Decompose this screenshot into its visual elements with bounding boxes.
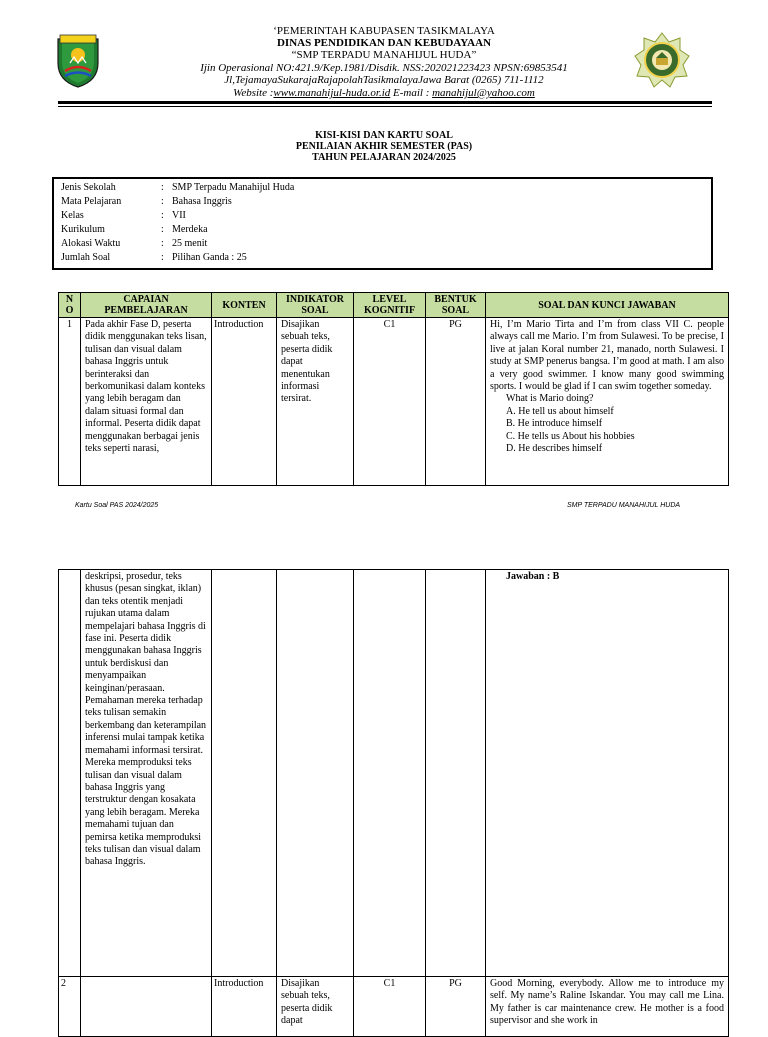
info-colon: : bbox=[161, 182, 164, 193]
col-header-bentuk: BENTUK SOAL bbox=[426, 293, 486, 318]
answer-key: Jawaban : B bbox=[506, 571, 560, 582]
question-table-continued bbox=[58, 569, 729, 1037]
col-header-indikator: INDIKATOR SOAL bbox=[277, 293, 354, 318]
footer-right: SMP TERPADU MANAHIJUL HUDA bbox=[567, 502, 681, 509]
answer-option-d: D. He describes himself bbox=[506, 443, 603, 455]
school-name: “SMP TERPADU MANAHIJUL HUDA” bbox=[291, 49, 477, 61]
website-link[interactable]: www.manahijul-huda.or.id bbox=[273, 87, 391, 99]
info-colon: : bbox=[161, 196, 164, 207]
konten-empty bbox=[212, 570, 277, 977]
info-colon: : bbox=[161, 210, 164, 221]
email-label: E-mail : bbox=[390, 87, 433, 99]
footer-left: Kartu Soal PAS 2024/2025 bbox=[75, 502, 159, 509]
konten-text: Introduction bbox=[212, 977, 277, 1037]
level-text: C1 bbox=[354, 977, 426, 1037]
question-table bbox=[58, 292, 729, 486]
header-rule-thin bbox=[58, 106, 712, 107]
bentuk-text: PG bbox=[426, 318, 486, 486]
school-logo bbox=[634, 32, 690, 88]
info-value: Bahasa Inggris bbox=[172, 196, 232, 207]
info-label: Kelas bbox=[61, 210, 84, 221]
info-row-school-type bbox=[61, 181, 294, 195]
col-header-level: LEVEL KOGNITIF bbox=[354, 293, 426, 318]
table-row bbox=[59, 977, 729, 1037]
level-empty bbox=[354, 570, 426, 977]
info-label: Kurikulum bbox=[61, 224, 105, 235]
school-address: Jl,TejamayaSukarajaRajapolahTasikmalayaJawa Barat (0265) 711-1112 bbox=[224, 74, 544, 86]
government-name: ‘PEMERINTAH KABUPASEN TASIKMALAYA bbox=[273, 25, 495, 37]
capaian-text: Pada akhir Fase D, peserta didik menggunakan teks lisan, tulisan dan visual dalam bahasa Inggris untuk berinteraksi dan berkomunikasi dalam konteks yang lebih beragam dan dalam situasi formal dan informal. Peserta didik dapat menggunakan berbagai jenis teks seperti narasi, bbox=[81, 318, 212, 486]
konten-text: Introduction bbox=[212, 318, 277, 486]
table-header-row bbox=[59, 293, 729, 318]
bentuk-text: PG bbox=[426, 977, 486, 1037]
email-link[interactable]: manahijul@yahoo.com bbox=[432, 87, 535, 99]
contact-line bbox=[150, 88, 618, 100]
row-number: 1 bbox=[59, 318, 81, 486]
info-box bbox=[52, 177, 713, 270]
header-rule-thick bbox=[58, 101, 712, 104]
level-text: C1 bbox=[354, 318, 426, 486]
document-title: KISI-KISI DAN KARTU SOAL bbox=[315, 130, 453, 141]
row-number-value: 2 bbox=[61, 978, 66, 989]
bentuk-empty bbox=[426, 570, 486, 977]
info-label: Alokasi Waktu bbox=[61, 238, 121, 249]
info-row-question-count bbox=[61, 251, 247, 265]
answer-key-cell bbox=[486, 570, 729, 977]
info-row-time bbox=[61, 237, 207, 251]
reading-passage: Hi, I’m Mario Tirta and I’m from class VII C. people always call me Mario. I’m from Sulawesi. To be precise, I live at jalan Koral number 21, manado, north Sulawesi. I study at SMP penerus bangsa. I’m good at math. I am also a very good swimmer. I know many good swimming sports. I would be glad if I can swim together someday. bbox=[490, 319, 724, 393]
capaian-text-continued: deskripsi, prosedur, teks khusus (pesan singkat, iklan) dan teks otentik menjadi rujukan utama dalam mempelajari bahasa Inggris di fase ini. Peserta didik menggunakan bahasa Inggris untuk berdiskusi dan menyampaikan keinginan/perasaan. Pemahaman mereka terhadap teks tulisan semakin berkembang dan keterampilan inferensi mulai tampak ketika memahami informasi tersirat. Mereka memproduksi teks tulisan dan visual dalam bahasa Inggris yang terstruktur dengan kosakata yang lebih beragam. Mereka memahami tujuan dan pemirsa ketika memproduksi teks tulisan dan visual dalam bahasa Inggris. bbox=[81, 570, 212, 977]
col-header-capaian: CAPAIAN PEMBELAJARAN bbox=[81, 293, 212, 318]
col-header-konten: KONTEN bbox=[212, 293, 277, 318]
academic-year: TAHUN PELAJARAN 2024/2025 bbox=[312, 152, 456, 163]
indikator-text: Disajikan sebuah teks, peserta didik dapat bbox=[277, 977, 354, 1037]
reading-passage: Good Morning, everybody. Allow me to introduce my self. My name’s Raline Iskandar. You may call me Lina. My father is car maintenance crew. He mother is a food supervisor and she work in bbox=[486, 977, 729, 1037]
info-value: 25 menit bbox=[172, 238, 208, 249]
info-colon: : bbox=[161, 224, 164, 235]
info-row-class bbox=[61, 209, 186, 223]
info-value: VII bbox=[172, 210, 186, 221]
answer-option-a: A. He tell us about himself bbox=[506, 405, 614, 417]
department-name: DINAS PENDIDIKAN DAN KEBUDAYAAN bbox=[276, 37, 492, 49]
info-value: Merdeka bbox=[172, 224, 208, 235]
regency-logo bbox=[52, 33, 104, 89]
info-label: Jenis Sekolah bbox=[61, 182, 116, 193]
answer-option-c: C. He tells us About his hobbies bbox=[506, 430, 635, 442]
question-cell bbox=[486, 318, 729, 486]
info-value: SMP Terpadu Manahijul Huda bbox=[172, 182, 295, 193]
info-label: Jumlah Soal bbox=[61, 252, 111, 263]
col-header-soal: SOAL DAN KUNCI JAWABAN bbox=[486, 293, 729, 318]
question-stem: What is Mario doing? bbox=[506, 393, 594, 405]
table-row bbox=[59, 570, 729, 977]
table-row bbox=[59, 318, 729, 486]
row-number-empty bbox=[59, 570, 81, 977]
assessment-title: PENILAIAN AKHIR SEMESTER (PAS) bbox=[295, 141, 473, 152]
row-number bbox=[59, 977, 81, 1037]
info-row-curriculum bbox=[61, 223, 208, 237]
info-label: Mata Pelajaran bbox=[61, 196, 122, 207]
website-label: Website : bbox=[233, 87, 274, 99]
info-colon: : bbox=[161, 238, 164, 249]
indikator-text: Disajikan sebuah teks, peserta didik dapat menentukan informasi tersirat. bbox=[277, 318, 354, 486]
info-value: Pilihan Ganda : 25 bbox=[172, 252, 247, 263]
info-colon: : bbox=[161, 252, 164, 263]
capaian-empty bbox=[81, 977, 212, 1037]
col-header-no: N O bbox=[59, 293, 81, 318]
info-row-subject bbox=[61, 195, 232, 209]
operational-permit: Ijin Operasional NO:421.9/Kep.1981/Disdik. NSS:202021223423 NPSN:69853541 bbox=[200, 62, 568, 74]
indikator-empty bbox=[277, 570, 354, 977]
answer-option-b: B. He introduce himself bbox=[506, 418, 603, 430]
